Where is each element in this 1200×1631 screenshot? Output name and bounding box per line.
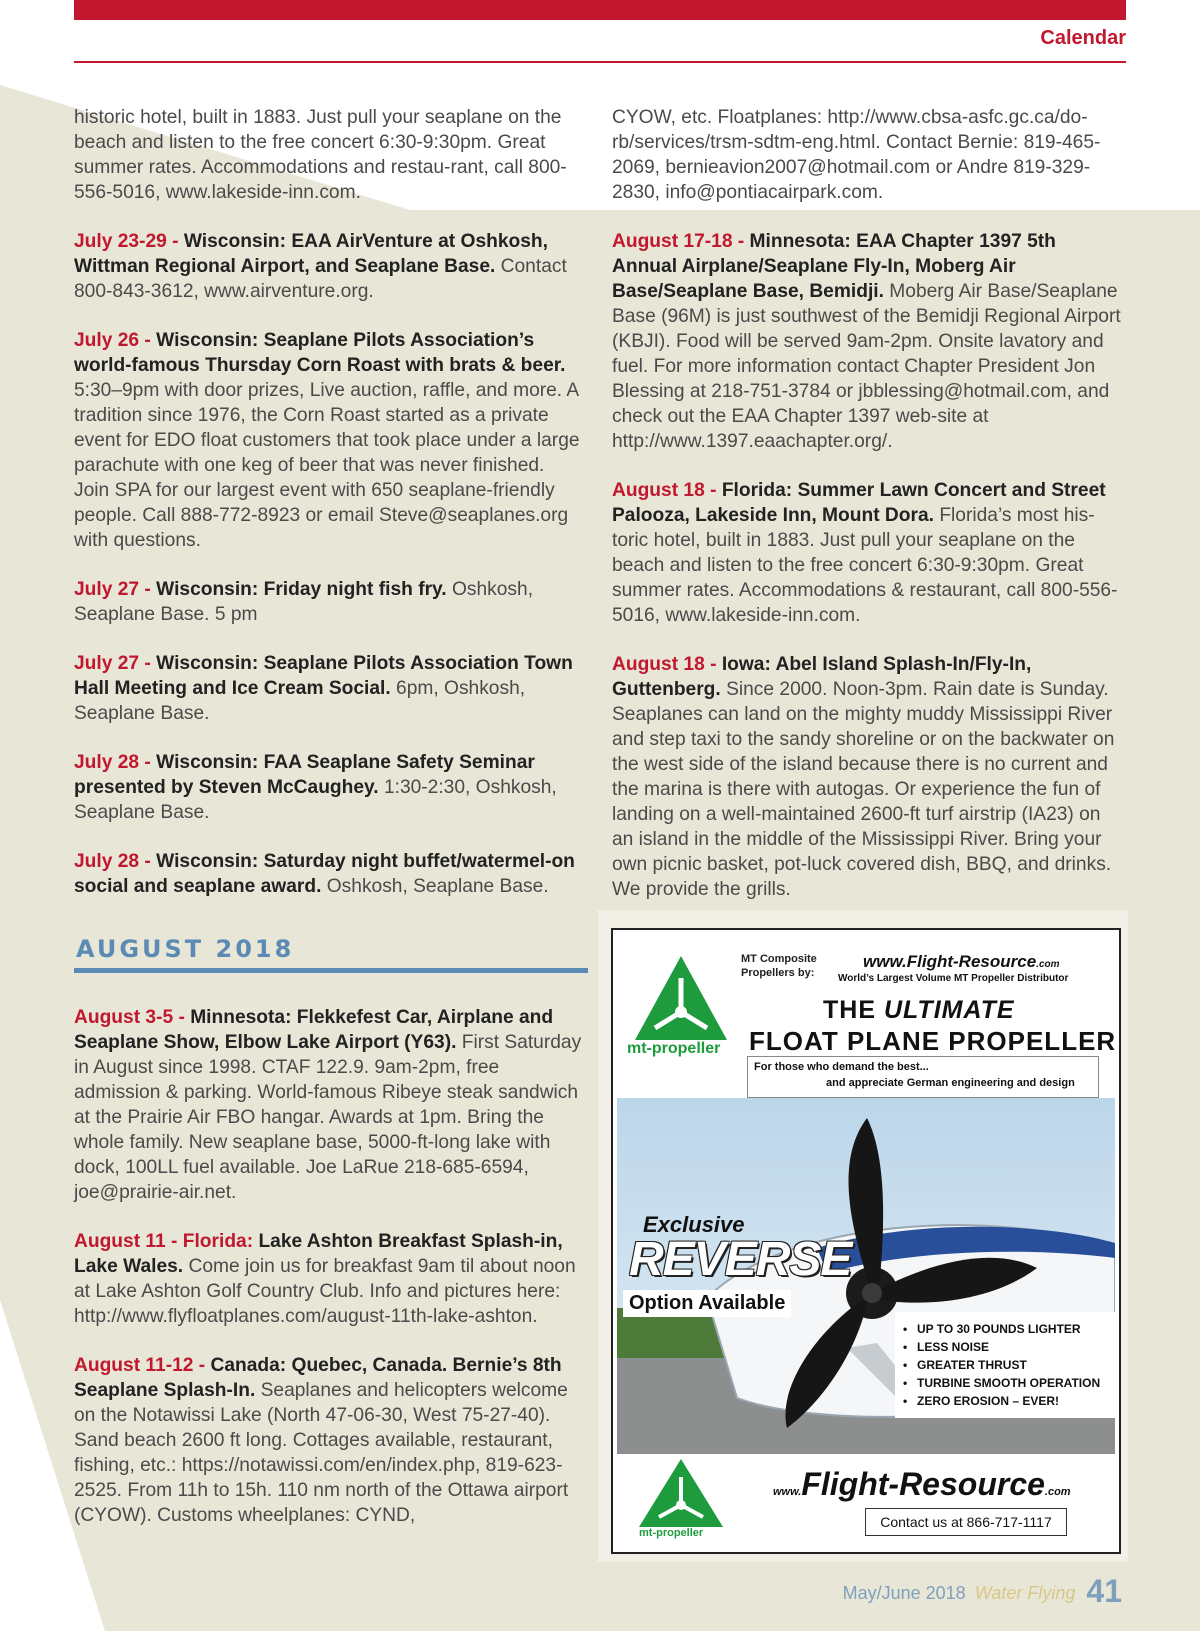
event-entry: [74, 1229, 584, 1329]
ad-feature-item: • ZERO EROSION – EVER!: [917, 1392, 1121, 1410]
event-body: 6pm, Oshkosh, Seaplane Base.: [74, 678, 526, 724]
right-column: [612, 105, 1122, 926]
event-headline: Iowa: Abel Island Splash-In/Fly-In, Guttenberg.: [612, 654, 1032, 700]
ad-tagline: World’s Largest Volume MT Propeller Distributor: [838, 973, 1069, 984]
event-body: Seaplanes and helicopters welcome on the Notawissi Lake (North 47-06-30, West 75-27-40). Sand beach 2600 ft long. Cottages available, restaurant, fishing, etc.: https://notawissi.com/en/index.php, 819-623-2525. From 11h to 15h. 110 nm north of the Ottawa airport (CYOW). Customs wheelplanes: CYND,: [74, 1380, 569, 1526]
ad-url-top-suffix: .com: [1036, 959, 1060, 970]
event-headline: Lake Ashton Breakfast Splash-in, Lake Wales.: [74, 1231, 563, 1277]
event-entry: [74, 229, 584, 304]
footer-issue: May/June 2018: [842, 1583, 966, 1603]
ad-feature-list: [895, 1312, 1121, 1418]
event-date: July 27 -: [74, 653, 157, 674]
page-footer: [843, 1573, 1122, 1610]
event-headline: Minnesota: EAA Chapter 1397 5th Annual Airplane/Seaplane Fly-In, Moberg Air Base/Seaplane Base, Bemidji.: [612, 231, 1056, 302]
ad-title-pre: THE: [823, 996, 884, 1024]
event-date: July 27 -: [74, 579, 157, 600]
event-date: July 28 -: [74, 752, 157, 773]
event-entry: [612, 652, 1122, 902]
event-entry: [74, 328, 584, 553]
mt-propeller-logo-label: mt-propeller: [627, 1040, 721, 1057]
august-rule: [74, 968, 588, 973]
header-bar: [74, 0, 1126, 20]
ad-url-top-text: www.Flight-Resource: [863, 952, 1037, 971]
event-body: Since 2000. Noon-3pm. Rain date is Sunday. Seaplanes can land on the mighty muddy Mississippi River and step taxi to the sandy shoreline or on the backwater on the west side of the island because there is no current and the marina is there with autogas. Or experience the fun of landing on a well-maintained 2600-ft turf airstrip (IA23) on an island in the middle of the Mississippi River. Bring your own picnic basket, pot-luck covered dish, BBQ, and drinks. We provide the grills.: [612, 679, 1115, 900]
event-body: Come join us for breakfast 9am til about noon at Lake Ashton Golf Country Club. Info and pictures here: http://www.flyfloatplanes.com/august-11th-lake-ashton.: [74, 1256, 576, 1327]
ad-title-line2: FLOAT PLANE PROPELLER: [749, 1026, 1117, 1056]
event-headline: Wisconsin: FAA Seaplane Safety Seminar presented by Steven McCaughey.: [74, 752, 535, 798]
event-date: August 11 - Florida:: [74, 1231, 259, 1252]
left-column: [74, 105, 584, 923]
event-body: Contact 800-843-3612, www.airventure.org.: [74, 256, 567, 302]
event-body: Oshkosh, Seaplane Base.: [321, 876, 549, 897]
event-body: 1:30-2:30, Oshkosh, Seaplane Base.: [74, 777, 557, 823]
ad-feature-item: • UP TO 30 POUNDS LIGHTER: [917, 1320, 1121, 1338]
event-entry: [74, 651, 584, 726]
event-entry: [74, 1005, 584, 1205]
ad-reverse: REVERSE: [629, 1233, 852, 1286]
ad-url-bottom[interactable]: [773, 1466, 1071, 1503]
event-date: July 26 -: [74, 330, 157, 351]
header-rule: [74, 61, 1126, 63]
ad-option-available: Option Available: [623, 1290, 791, 1317]
ad-url-bottom-text: Flight-Resource: [801, 1466, 1045, 1502]
page-number: 41: [1086, 1573, 1122, 1609]
event-date: August 11-12 -: [74, 1355, 211, 1376]
intro-paragraph: CYOW, etc. Floatplanes: http://www.cbsa-asfc.gc.ca/do-rb/services/trsm-sdtm-eng.html. Contact Bernie: 819-465-2069, bernieavion2007@hotmail.com or Andre 819-329-2830, info@pontiacairpark.com.: [612, 107, 1101, 203]
event-date: August 3-5 -: [74, 1007, 191, 1028]
event-body: Moberg Air Base/Seaplane Base (96M) is just southwest of the Bemidji Regional Airport (KBJI). Food will be served 9am-2pm. Onsite lavatory and fuel. For more information contact Chapter President Jon Blessing at 218-751-3784 or jbblessing@hotmail.com, and check out the EAA Chapter 1397 web-site at http://www.1397.eaachapter.org/.: [612, 281, 1121, 452]
ad-url-bottom-prefix: www.: [773, 1486, 802, 1498]
event-headline: Canada: Quebec, Canada. Bernie’s 8th Seaplane Splash-In.: [74, 1355, 562, 1401]
ad-feature-item: • TURBINE SMOOTH OPERATION: [917, 1374, 1121, 1392]
event-body: Oshkosh, Seaplane Base. 5 pm: [74, 579, 534, 625]
footer-magazine: Water Flying: [974, 1583, 1076, 1603]
intro-paragraph: historic hotel, built in 1883. Just pull your seaplane on the beach and listen to the free concert 6:30-9:30pm. Great summer rates. Accommodations and restau-rant, call 800-556-5016, www.lakeside-inn.com.: [74, 107, 567, 203]
event-entry: [74, 849, 584, 899]
ad-url-top[interactable]: [863, 952, 1060, 972]
ad-exclusive: Exclusive: [643, 1212, 745, 1237]
ad-subheading-box: [747, 1056, 1099, 1098]
event-date: August 17-18 -: [612, 231, 750, 252]
event-headline: Wisconsin: Seaplane Pilots Association’s world-famous Thursday Corn Roast with brats & beer.: [74, 330, 566, 376]
ad-feature-item: • LESS NOISE: [917, 1338, 1121, 1356]
event-body: 5:30–9pm with door prizes, Live auction, raffle, and more. A tradition since 1976, the Corn Roast started as a private event for EDO float customers that took place under a large parachute with one keg of beer that was never finished. Join SPA for our largest event with 650 seaplane-friendly people. Call 888-772-8923 or email Steve@seaplanes.org with questions.: [74, 380, 580, 551]
ad-feature-item: • GREATER THRUST: [917, 1356, 1121, 1374]
event-headline: Minnesota: Flekkefest Car, Airplane and Seaplane Show, Elbow Lake Airport (Y63).: [74, 1007, 554, 1053]
event-entry: [612, 478, 1122, 628]
ad-title-line1: [823, 996, 1015, 1025]
august-column: [74, 1005, 584, 1552]
ad-title-em: ULTIMATE: [883, 996, 1015, 1024]
event-headline: Wisconsin: EAA AirVenture at Oshkosh, Wittman Regional Airport, and Seaplane Base.: [74, 231, 548, 277]
event-headline: Wisconsin: Seaplane Pilots Association Town Hall Meeting and Ice Cream Social.: [74, 653, 573, 699]
ad-sub-line1: For those who demand the best...: [754, 1061, 929, 1073]
mt-text-line2: Propellers by:: [741, 967, 815, 979]
section-label: Calendar: [1040, 27, 1126, 49]
event-date: July 23-29 -: [74, 231, 184, 252]
ad-contact: Contact us at 866-717-1117: [865, 1508, 1067, 1536]
event-entry: [612, 229, 1122, 454]
event-entry: [74, 1353, 584, 1528]
august-heading: AUGUST 2018: [76, 935, 295, 963]
event-headline: Florida: Summer Lawn Concert and Street Palooza, Lakeside Inn, Mount Dora.: [612, 480, 1106, 526]
event-headline: Wisconsin: Saturday night buffet/watermel-on social and seaplane award.: [74, 851, 575, 897]
mt-composite-text: [741, 952, 817, 980]
event-headline: Wisconsin: Friday night fish fry.: [156, 579, 447, 600]
event-entry: [74, 750, 584, 825]
event-date: August 18 -: [612, 654, 722, 675]
event-date: July 28 -: [74, 851, 157, 872]
mt-propeller-logo-bottom-label: mt-propeller: [639, 1527, 704, 1539]
ad-sub-line2: and appreciate German engineering and design: [826, 1077, 1075, 1089]
event-date: August 18 -: [612, 480, 722, 501]
event-body: First Saturday in August since 1998. CTAF 122.9. 9am-2pm, free admission & parking. World-famous Ribeye steak sandwich at the Prairie Air FBO hangar. Awards at 1pm. Bring the whole family. New seaplane base, 5000-ft-long lake with dock, 100LL fuel available. Joe LaRue 218-685-6594, joe@prairie-air.net.: [74, 1032, 582, 1203]
mt-text-line1: MT Composite: [741, 953, 817, 965]
event-entry: [74, 577, 584, 627]
event-body: Florida’s most his-toric hotel, built in 1883. Just pull your seaplane on the beach and listen to the free concert 6:30-9:30pm. Great summer rates. Accommodations & restaurant, call 800-556-5016, www.lakeside-inn.com.: [612, 505, 1118, 626]
ad-url-bottom-suffix: .com: [1044, 1486, 1071, 1498]
advertisement[interactable]: [611, 928, 1121, 1554]
